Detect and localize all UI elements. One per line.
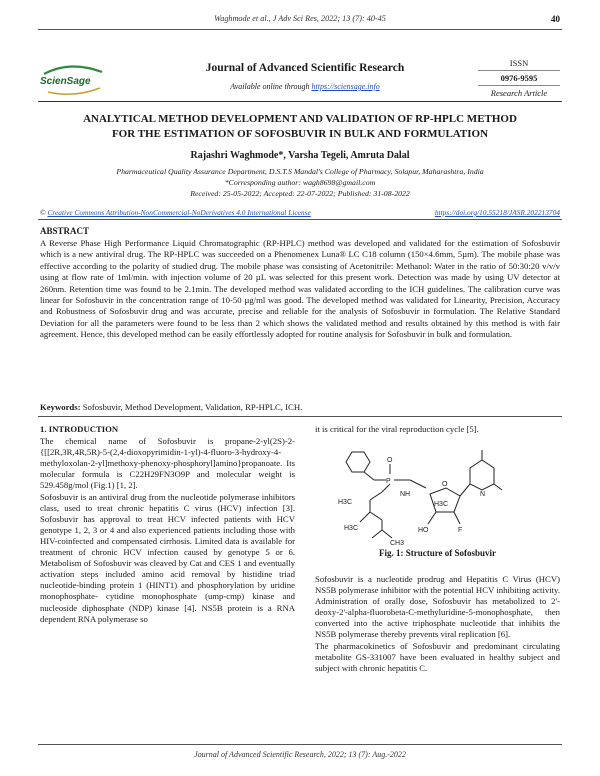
structure-h3c-ester: H3C — [344, 525, 359, 532]
keywords-label: Keywords: — [40, 402, 81, 412]
structure-ch3: CH3 — [390, 540, 405, 546]
authors: Rajashri Waghmode*, Varsha Tegeli, Amruta Dalal — [190, 150, 410, 161]
structure-o: O — [387, 457, 393, 464]
abstract-bottom-rule — [38, 416, 562, 417]
structure-f: F — [458, 527, 463, 534]
left-column — [40, 424, 295, 625]
structure-n: N — [480, 491, 486, 498]
title-line-1: ANALYTICAL METHOD DEVELOPMENT AND VALIDATION OF RP-HPLC METHOD — [83, 113, 517, 125]
abstract-text: A Reverse Phase High Performance Liquid Chromatographic (RP-HPLC) method was developed and validated for the estimation of Sofosbuvir which is a new antiviral drug. The RP-HPLC was succeeded on a Phenomenex Luna® LC C18 column (150×4.6mm, 5µm). The mobile phase was effective according to the polarity of studied drug. The mobile phase was consisting of Acetonitrile: Methanol: Water in the ratio of 50:30:20 v/v/v using at flow rate of 1ml/min. with injection volume of 20 µL was selected for this present work. Detection was made by using UV detector at 260nm. Retention time was found to be 2.1min. The developed method was validated according to the ICH guidelines. The calibration curve was linear for Sofosbuvir in the concentration range of 10-50 µg/ml was good. The developed method was validated for Linearity, Precision, Accuracy and Robustness of Sofosbuvir drug and was accurate, precise and reliable for the analysis of Sofosbuvir in formulation. The Relative Standard Deviation for all the parameters were found to be less than 2 which shows the validated method and results obtained by this method is with fair agreement. Hence, this developed method can be easily effortlessly adopted for routine analysis for Sofosbuvir in bulk and formulation. — [40, 238, 560, 340]
footer-rule — [38, 744, 562, 745]
structure-p: P — [386, 478, 391, 485]
issn-value: 0976-9595 — [478, 71, 560, 86]
journal-link[interactable]: https://sciensage.info — [311, 82, 380, 91]
running-header: Waghmode et al., J Adv Sci Res, 2022; 13 (7): 40-45 — [214, 14, 386, 23]
masthead-rule — [38, 101, 562, 102]
header-rule — [38, 29, 562, 30]
right-column-top: it is critical for the viral reproduction cycle [5]. — [315, 424, 479, 434]
intro-paragraph-3: Sofosbuvir is a nucleotide prodrug and Hepatitis C Virus (HCV) NS5B polymerase inhibitor with the potential HCV inhibiting activity. Administration of orally dose, Sofosbuvir has metabolized to 2'-deoxy-2'-alpha-fluorobeta-C-methyluridine-5-monophosphate, then converted into the active triphosphate nucleotide that inhibits the NS5B polymerase thereby prevents viral replication [6]. — [315, 574, 560, 640]
copyright-icon: © — [40, 208, 46, 217]
keywords-value: Sofosbuvir, Method Development, Validation, RP-HPLC, ICH. — [82, 402, 303, 412]
intro-heading: 1. INTRODUCTION — [40, 424, 119, 434]
available-online — [160, 82, 450, 91]
figure-caption: Fig. 1: Structure of Sofosbuvir — [378, 548, 497, 558]
sofosbuvir-structure-figure — [330, 444, 510, 546]
intro-paragraph-1: The chemical name of Sofosbuvir is propane-2-yl(2S)-2-{[[2R,3R,4R,5R)-5-(2,4-dioxopyrimidin-1-yl)-4-fluoro-3-hydroxy-4-methyloxolan-2-yl]methoxy-phenoxy-phosphoryl]amino}propanoate. Its molecular formula is C22H29FN3O9P and molecular weight is 529.458g/mol (Fig.1) [1, 2]. — [40, 436, 295, 491]
structure-h3c-n: H3C — [338, 499, 353, 506]
structure-nh: NH — [400, 491, 411, 498]
journal-name: Journal of Advanced Scientific Research — [205, 62, 405, 74]
affiliation: Pharmaceutical Quality Assurance Department, D.S.T.S Mandal's College of Pharmacy, Solapur, Maharashtra, India — [116, 167, 484, 176]
affiliation-block — [40, 166, 560, 199]
footer-text: Journal of Advanced Scientific Research, 2022; 13 (7): Aug.-2022 — [194, 750, 406, 759]
structure-o-ring: O — [442, 481, 448, 488]
article-dates: Received: 25-05-2022; Accepted: 22-07-2022; Published: 31-08-2022 — [190, 189, 410, 198]
structure-h3c-ring: H3C — [434, 501, 449, 508]
intro-paragraph-4: The pharmacokinetics of Sofosbuvir and predominant circulating metabolite GS-331007 have been evaluated in healthy subject and subject with chronic hepatitis C. — [315, 640, 560, 673]
structure-ho: HO — [418, 527, 429, 534]
chemical-structure-icon — [330, 444, 510, 546]
available-prefix: Available online through — [230, 82, 310, 91]
issn-box — [478, 56, 560, 100]
intro-paragraph-2: Sofosbuvir is an antiviral drug from the nucleotide polymerase inhibitors class, used to treat chronic hepatitis C virus (HCV) infection [3]. Sofosbuvir has approval to treat HCV infected patients with HCV genotype 1, 2, 3 or 4 and also experienced patients including those with HIV-coinfected and compensated cirrhosis. Limited data is available for treatment of chronic HCV infection caused by genotype 5 or 6. Metabolism of Sofosbuvir was cleaved by Cat and CES 1 and eventually activation steps included amino acid removal by histidine triad nucleotide-binding protein 1 (HINT1) and phosphorylation by uridine monophosphate- cytidine monophosphate (ump-cmp) kinase and nucleoside diphosphate (NDP) kinase [4]. NS5B protein is a RNA dependent RNA polymerase so — [40, 491, 295, 624]
sciensage-logo — [40, 62, 106, 96]
keywords-line — [40, 402, 560, 412]
logo-text: ScienSage — [40, 76, 91, 87]
corresponding-author: *Corresponding author: wagh8698@gmail.com — [224, 178, 376, 187]
issn-label: ISSN — [478, 56, 560, 71]
article-title — [40, 112, 560, 141]
abstract-top-rule — [38, 219, 562, 220]
title-line-2: FOR THE ESTIMATION OF SOFOSBUVIR IN BULK AND FORMULATION — [111, 127, 489, 140]
page-number: 40 — [551, 14, 560, 24]
article-type: Research Article — [490, 88, 548, 98]
license-line — [40, 208, 560, 217]
right-column-bottom — [315, 574, 560, 674]
abstract-heading: ABSTRACT — [40, 226, 90, 236]
license-link[interactable]: Creative Commons Attribution-NonCommercial-NoDerivatives 4.0 International License — [47, 208, 311, 217]
doi-link[interactable]: https://doi.org/10.55218/JASR.202213704 — [434, 208, 560, 217]
